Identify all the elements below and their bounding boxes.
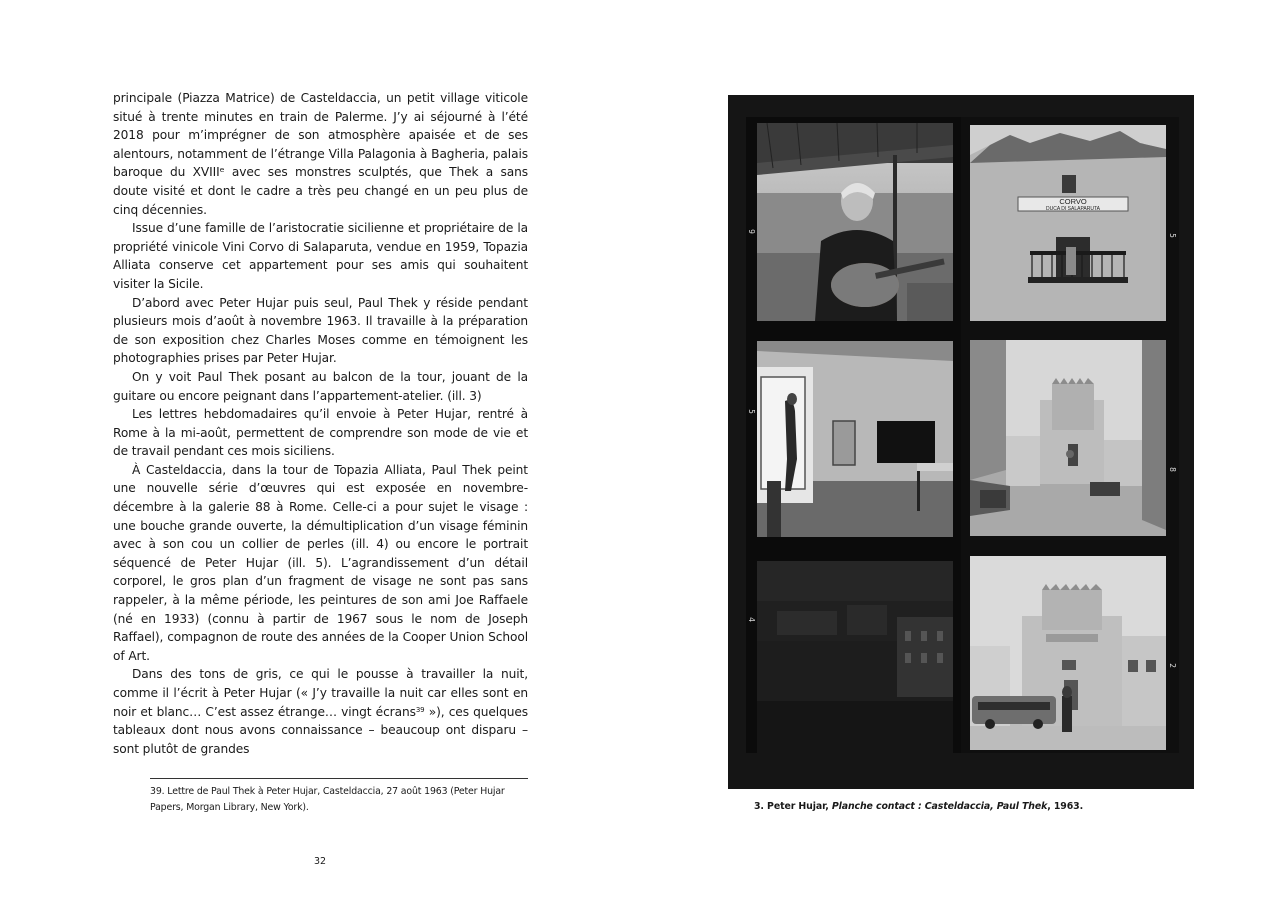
frame-edge-number: 5 bbox=[746, 409, 756, 414]
body-text bbox=[113, 89, 528, 758]
paragraph-2: Issue d’une famille de l’aristocratie sicilienne et propriétaire de la propriété vinicole Vini Corvo di Salaparuta, vendue en 1959, Topazia Alliata conserve cet appartement pour ses amis qui souhaitent visiter la Sicile. bbox=[113, 221, 528, 291]
paragraph-1: principale (Piazza Matrice) de Casteldaccia, un petit village viticole situé à trente minutes en train de Palerme. J’y ai séjourné à l’été 2018 pour m’imprégner de son atmosphère apaisée et de ses alentours, notamment de l’étrange Villa Palagonia à Bagheria, palais baroque du XVIIIᵉ avec ses monstres sculptés, que Thek a sans doute visité et dont le cadre a très peu changé en un peu plus de cinq décennies. bbox=[113, 91, 528, 217]
photo-piazza-tower bbox=[970, 340, 1166, 536]
paragraph-7 bbox=[113, 665, 528, 758]
photo-guitar-terrace bbox=[757, 123, 953, 321]
figure-caption bbox=[754, 800, 1194, 814]
frame-edge-number: 4 bbox=[746, 617, 756, 622]
frame-edge-number: 8 bbox=[1167, 467, 1177, 472]
caption-lead: 3. Peter Hujar, bbox=[754, 801, 832, 812]
caption-tail: , 1963. bbox=[1047, 801, 1084, 812]
page-number: 32 bbox=[313, 856, 327, 867]
footnote-reference[interactable]: 39 bbox=[415, 705, 425, 714]
paragraph-7-tail: »), ces quelques tableaux dont nous avons connaissance – beaucoup ont disparu – sont plutôt de grandes bbox=[113, 704, 528, 756]
photo-studio-interior bbox=[757, 341, 953, 537]
contact-sheet bbox=[728, 95, 1194, 789]
caption-title: Planche contact : Casteldaccia, Paul Thek bbox=[831, 801, 1048, 812]
paragraph-6: À Casteldaccia, dans la tour de Topazia Alliata, Paul Thek peint une nouvelle série d’œuvres qui est exposée en novembre-décembre à la galerie 88 à Rome. Celle-ci a pour sujet le visage : une bouche grande ouverte, la démultiplication d’un visage féminin avec à son cou un collier de perles (ill. 4) ou encore le portrait séquencé de Peter Hujar (ill. 5). L’agrandissement d’un détail corporel, le gros plan d’un fragment de visage ne sont pas sans rappeler, à la même période, les peintures de son ami Joe Raffaele (né en 1933) (connu à partir de 1967 sous le nom de Joseph Raffael), compagnon de route des années de la Cooper Union School of Art. bbox=[113, 462, 528, 663]
paragraph-4: On y voit Paul Thek posant au balcon de la tour, jouant de la guitare ou encore peignant dans l’appartement-atelier. (ill. 3) bbox=[113, 369, 528, 403]
photo-night-town bbox=[757, 561, 953, 753]
paragraph-5: Les lettres hebdomadaires qu’il envoie à Peter Hujar, rentré à Rome à la mi-août, permettent de comprendre son mode de vie et de travail pendant ces mois siciliens. bbox=[113, 407, 528, 459]
photo-corvo-building bbox=[970, 125, 1166, 321]
sign-corvo: CORVO bbox=[1059, 197, 1087, 206]
frame-edge-number: 2 bbox=[1167, 663, 1177, 668]
paragraph-3: D’abord avec Peter Hujar puis seul, Paul Thek y réside pendant plusieurs mois d’août à novembre 1963. Il travaille à la préparation de son exposition chez Charles Moses comme en témoignent les photographies prises par Peter Hujar. bbox=[113, 295, 528, 366]
photo-tower-bus bbox=[970, 556, 1166, 750]
footnote-divider bbox=[150, 778, 528, 779]
frame-edge-number: 5 bbox=[1167, 233, 1177, 238]
footnote: 39. Lettre de Paul Thek à Peter Hujar, Casteldaccia, 27 août 1963 (Peter Hujar Papers, Morgan Library, New York). bbox=[150, 786, 505, 813]
sign-salaparuta: DUCA DI SALAPARUTA bbox=[1046, 206, 1100, 212]
frame-edge-number: 9 bbox=[746, 229, 756, 234]
paragraph-7-text: Dans des tons de gris, ce qui le pousse à travailler la nuit, comme il l’écrit à Peter Hujar (« J’y travaille la nuit car elles sont en noir et blanc… C’est assez étrange… vingt écrans bbox=[113, 667, 528, 719]
